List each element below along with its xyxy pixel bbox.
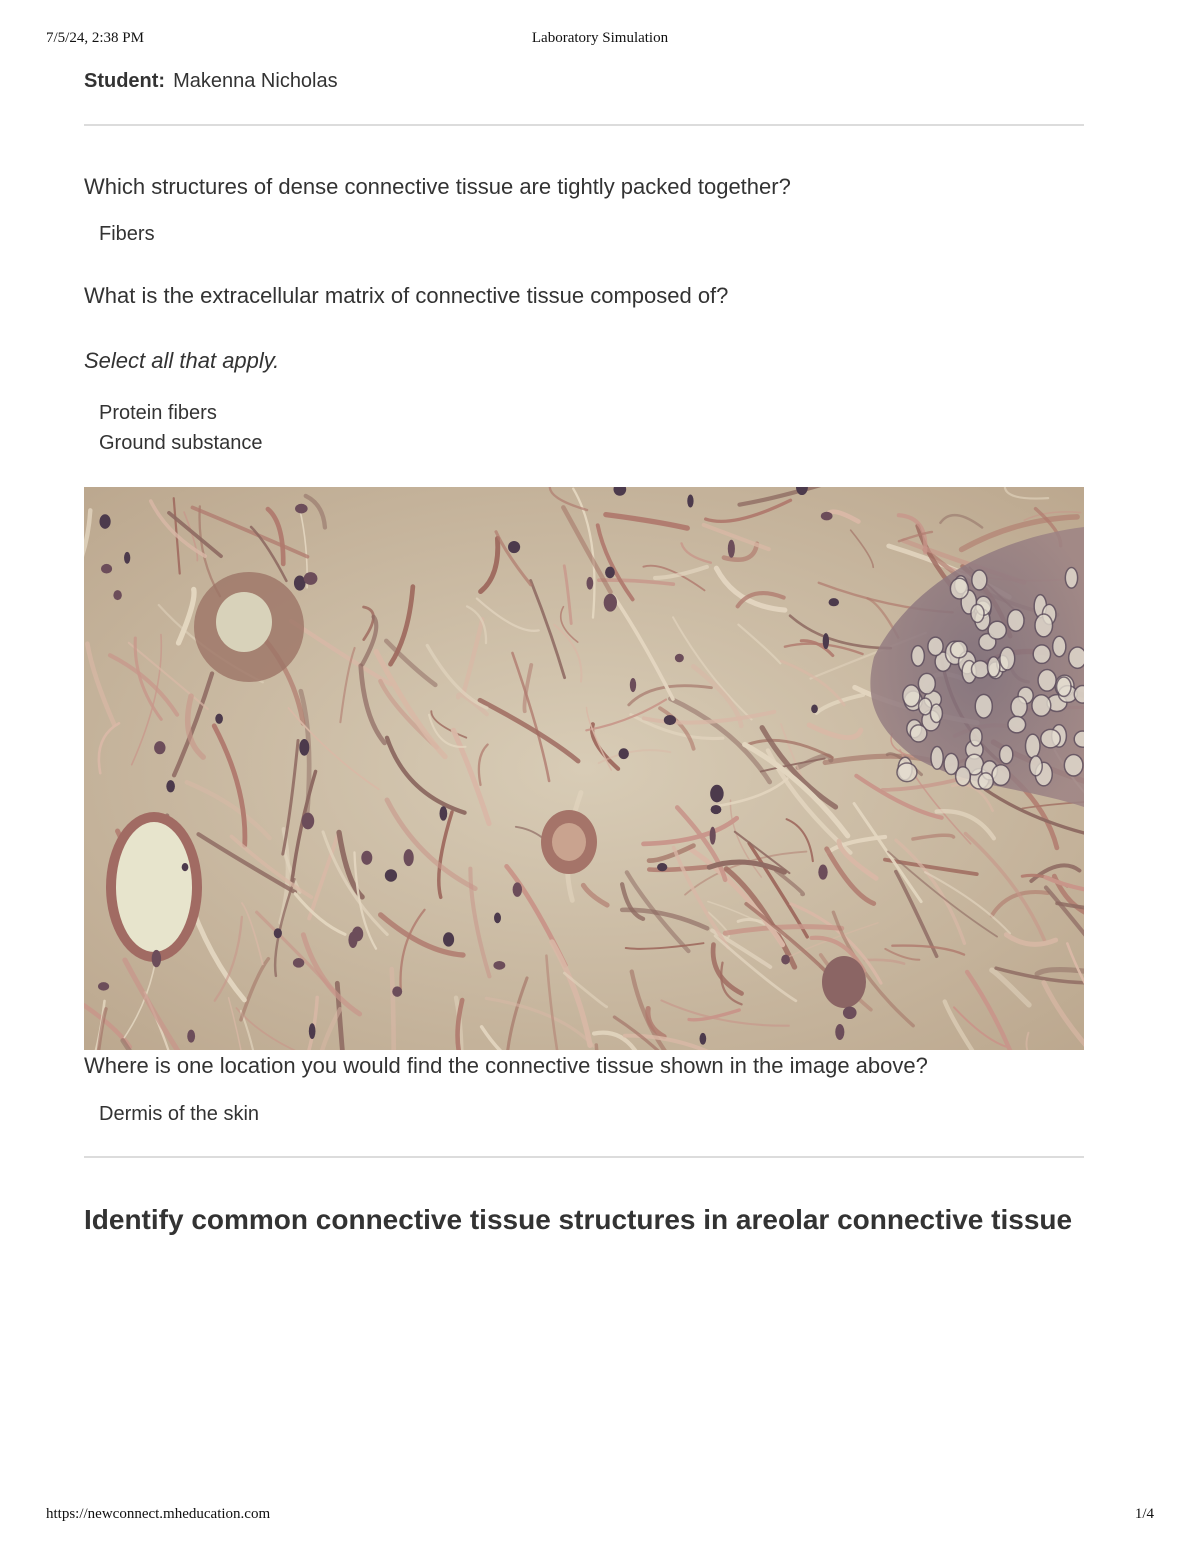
cell-nucleus	[294, 575, 306, 590]
epithelial-cell	[1035, 614, 1053, 637]
cell-nucleus	[309, 1023, 316, 1039]
epithelial-cell	[950, 641, 967, 658]
epithelial-cell	[1074, 731, 1084, 747]
epithelial-cell	[928, 637, 943, 656]
print-footer	[46, 1506, 1154, 1526]
epithelial-cell	[1007, 610, 1024, 632]
cell-nucleus	[101, 564, 112, 574]
cell-nucleus	[781, 955, 790, 965]
epithelial-cell	[1053, 636, 1066, 656]
epithelial-cell	[1065, 567, 1077, 588]
question-2-answer-1: Protein fibers	[99, 402, 217, 424]
epithelial-cell	[1008, 716, 1026, 732]
cell-nucleus	[664, 715, 676, 725]
cell-nucleus	[361, 851, 372, 865]
epithelial-cell	[978, 773, 993, 790]
micrograph-image	[84, 487, 1084, 1050]
print-title: Laboratory Simulation	[531, 30, 669, 46]
divider	[84, 124, 1084, 126]
cell-nucleus	[728, 540, 735, 558]
epithelial-cell	[1069, 647, 1084, 668]
epithelial-cell	[950, 578, 968, 599]
cell-nucleus	[605, 567, 615, 579]
print-url: https://newconnect.mheducation.com	[46, 1506, 271, 1522]
print-datetime: 7/5/24, 2:38 PM	[46, 30, 144, 46]
epithelial-cell	[972, 570, 987, 590]
cell-nucleus	[687, 495, 693, 508]
question-3-answer: Dermis of the skin	[99, 1103, 260, 1125]
epithelial-cell	[903, 685, 920, 707]
epithelial-cell	[1038, 669, 1056, 691]
question-1-answer: Fibers	[99, 223, 155, 245]
epithelial-cell	[931, 747, 943, 770]
cell-nucleus	[494, 912, 501, 923]
cell-nucleus	[829, 598, 839, 606]
cell-nucleus	[299, 739, 309, 756]
cell-nucleus	[823, 633, 829, 649]
cell-nucleus	[513, 882, 522, 896]
cell-nucleus	[711, 805, 722, 814]
cell-nucleus	[710, 827, 716, 845]
epithelial-cell	[1000, 745, 1013, 763]
epithelial-cell	[919, 698, 932, 715]
cell-nucleus	[630, 678, 636, 692]
cell-nucleus	[113, 590, 121, 600]
epithelial-cell	[1032, 695, 1051, 716]
cell-nucleus	[295, 504, 308, 514]
cell-nucleus	[657, 863, 667, 871]
epithelial-cell	[970, 728, 982, 746]
cell-nucleus	[304, 572, 318, 585]
cell-nucleus	[166, 780, 175, 792]
cell-nucleus	[835, 1024, 844, 1040]
epithelial-cell	[1074, 685, 1084, 703]
epithelial-cell	[987, 657, 999, 677]
cell-nucleus	[710, 785, 724, 803]
question-1-text: Which structures of dense connective tissue are tightly packed together?	[84, 174, 791, 199]
epithelial-cell	[992, 765, 1010, 786]
epithelial-cell	[971, 604, 984, 622]
question-2-answer-2: Ground substance	[99, 432, 263, 454]
cell-nucleus	[439, 806, 447, 820]
question-2-text: What is the extracellular matrix of connective tissue composed of?	[84, 283, 729, 308]
epithelial-cell	[1041, 729, 1061, 747]
cell-nucleus	[152, 950, 161, 967]
cell-nucleus	[404, 849, 414, 866]
collagen-fiber	[392, 969, 394, 1050]
cell-nucleus	[274, 928, 282, 938]
cell-nucleus	[154, 741, 165, 754]
cell-nucleus	[124, 552, 130, 564]
epithelial-cell	[1025, 734, 1040, 758]
print-page-number: 1/4	[1134, 1506, 1154, 1522]
epithelial-cell	[956, 767, 971, 786]
epithelial-cell	[1000, 647, 1015, 670]
cell-nucleus	[493, 961, 505, 970]
epithelial-cell	[975, 694, 992, 718]
cell-nucleus	[443, 932, 454, 946]
cell-nucleus	[392, 986, 402, 996]
cell-nucleus	[99, 514, 110, 529]
question-3-text: Where is one location you would find the connective tissue shown in the image above?	[84, 1053, 928, 1078]
divider	[84, 1156, 1084, 1158]
print-header	[46, 30, 1154, 50]
micrograph-drawing	[84, 487, 1084, 1050]
epithelial-cell	[971, 661, 988, 678]
cell-nucleus	[182, 863, 189, 871]
epithelial-cell	[911, 646, 924, 667]
cell-nucleus	[293, 958, 304, 968]
epithelial-cell	[988, 621, 1006, 639]
student-name: Makenna Nicholas	[173, 70, 338, 92]
cell-nucleus	[675, 654, 684, 663]
epithelial-cell	[897, 763, 917, 782]
cell-nucleus	[187, 1030, 195, 1043]
cell-nucleus	[215, 714, 223, 724]
student-line	[84, 70, 338, 93]
cell-nucleus	[818, 865, 827, 880]
epithelial-cell	[1064, 754, 1083, 776]
cell-nucleus	[700, 1033, 707, 1045]
cell-nucleus	[348, 932, 357, 948]
epithelial-cell	[1033, 645, 1050, 663]
cell-nucleus	[586, 577, 593, 590]
cell-nucleus	[811, 704, 818, 713]
cell-nucleus	[98, 982, 109, 990]
cell-nucleus	[821, 512, 833, 521]
epithelial-cell	[1030, 756, 1043, 776]
section-heading: Identify common connective tissue structures in areolar connective tissue	[84, 1204, 1073, 1235]
cell-nucleus	[302, 813, 315, 830]
epithelial-cell	[1057, 677, 1071, 696]
cell-nucleus	[508, 541, 520, 553]
cell-nucleus	[619, 748, 629, 759]
epithelial-cell	[910, 725, 927, 742]
epithelial-cell	[918, 673, 935, 694]
epithelial-cell	[1011, 697, 1027, 718]
student-label: Student:	[84, 70, 166, 92]
question-2-instruction: Select all that apply.	[84, 348, 280, 373]
cell-nucleus	[385, 869, 397, 881]
cell-nucleus	[604, 594, 617, 612]
cell-nucleus	[843, 1006, 857, 1019]
